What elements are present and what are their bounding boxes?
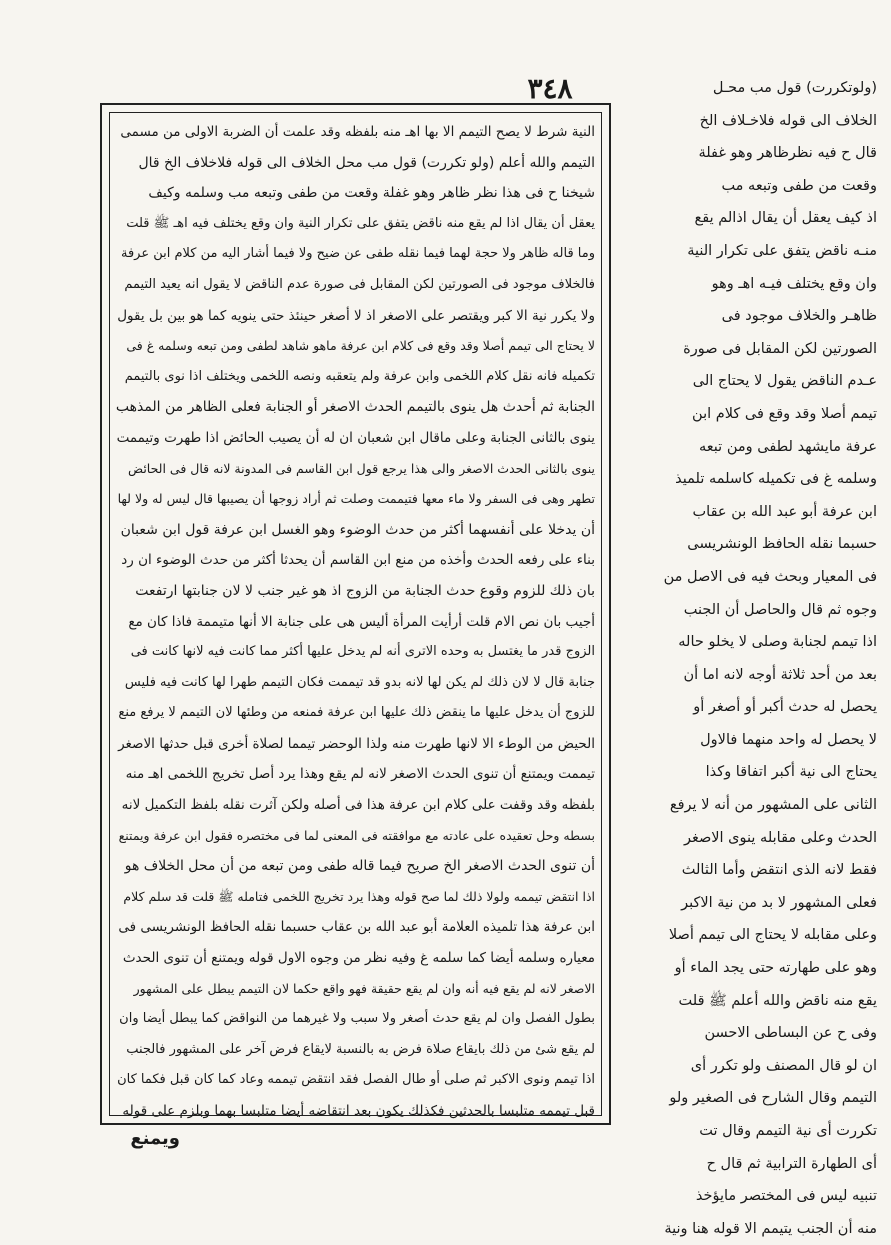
margin-text-line: وفى ح عن البساطى الاحسن [704,1025,877,1042]
margin-text-line: (ولوتكررت) قول مب محـل [712,80,877,96]
margin-text-line: فقط لانه الذى انتقض وأما الثالث [681,862,877,879]
margin-text-line: وقعت من طفى وتبعه مب [721,177,877,194]
main-text-line: التيمم والله أعلم (ولو تكررت) قول مب محل الخلاف الى قوله فلاخلاف الخ قال [138,154,595,171]
main-text-line: الجنابة ثم أحدث هل ينوى بالتيمم الحدث الاصغر أو الجنابة فعلى الظاهر من المذهب [115,399,595,416]
main-text-inner-frame [109,112,602,1119]
main-text-frame [100,103,611,1125]
main-text-line: يعقل أن يقال اذا لم يقع منه ناقض يتفق على تكرار النية وان وقع يختلف فيه اهـ ﷺ قلت [126,215,595,231]
margin-text-line: التيمم وقال الشارح فى الصغير ولو [669,1090,877,1107]
main-text-line: لم يقع شئ من ذلك بايقاع صلاة فرض به بالنسبة لايقاع فرض آخر على المشهور فالجنب [126,1041,595,1057]
margin-text-line: يحتاج الى نية أكبر اتفاقا وكذا [705,764,877,781]
margin-text-line: فعلى المشهور لا بد من نية الاكبر [681,894,877,911]
margin-text-line: الصورتين لكن المقابل فى صورة [683,340,877,357]
margin-text-line: وهو على طهارته حتى يجد الماء أو [674,960,877,977]
main-text-line: ينوى بالثانى الحدث الاصغر والى هذا يرجع قول ابن القاسم فى المدونة لانه قال فى الحائض [128,460,595,476]
main-text-line: شيخنا ح فى هذا نظر ظاهر وهو غفلة وقعت من طفى وتبعه مب وسلمه وكيف [148,185,595,202]
margin-text-line: وعلى مقابله لا يحتاج الى تيمم أصلا [668,927,877,944]
margin-text-line: فى المعيار وبحث فيه فى الاصل من [663,568,877,585]
main-text-line: اذا تيمم ونوى الاكبر ثم صلى أو طال الفصل فقد انتقض تيممه وعاد كما كان قبل فكما كان [117,1072,595,1088]
main-text-line: للزوج أن يدخل عليها ما ينقض ذلك عليها ابن عرفة فمنعه من وطئها لان التيمم لا يرفع منع [118,705,595,721]
margin-text-line: عـدم الناقض يقول لا يحتاج الى [692,373,877,390]
main-text-line: لا يحتاج الى تيمم أصلا وقد وقع فى كلام ابن عرفة ماهو شاهد لطفى ومن تبعه وسلمه غ فى [126,338,595,354]
main-text-line: ولا يكرر نية الا كبر ويقتصر على الاصغر اذ لا أصغر حينئذ حتى ينويه كما هو بين بل يقول [117,307,595,324]
margin-text-line: اذ كيف يعقل أن يقال اذالم يقع [694,210,877,227]
margin-text-line: قال ح فيه نظرظاهر وهو غفلة [698,145,877,162]
main-text-line: ينوى بالثانى الجنابة وعلى ماقال ابن شعبان ان له أن يصيب الحائض اذا طهرت وتيممت [116,429,595,446]
margin-text-line: منـه ناقض يتفق على تكرار النية [687,242,877,259]
margin-text-line: ابن عرفة أبو عبد الله بن عقاب [692,503,877,520]
margin-text-line: ان لو قال المصنف ولو تكرر أى [690,1057,877,1074]
margin-text-line: تيمم أصلا وقد وقع فى كلام ابن [692,405,877,422]
main-text-line: أجيب بان نص الام قلت أرأيت المرأة أليس هى على جنابة الا أنها متيممة فاذا كان مع [128,613,595,630]
main-text-line: جنابة قال لا لان ذلك لم يكن لها لانه بدو قد تيممت فكان التيمم طهرا لها كانت فيه فليس [124,674,595,690]
main-text-line: بطول الفصل وان لم يقع حدث أصغر ولا سبب ولا غيرهما من النواقض كما يبطل أيضا وان [119,1011,595,1027]
main-text-line: تيممت ويمتنع أن تنوى الحدث الاصغر لانه لم يقع وهذا يرد أصل تخريج اللخمى اهـ منه [125,766,595,783]
main-text-line: بسطه وحل تعقيده على عادته مع موافقته فى المعنى لما فى مختصره فقول ابن عرفة ويمتنع [118,827,595,843]
margin-text-line: منه أن الجنب يتيمم الا قوله هنا ونية [664,1220,877,1237]
main-text-line: بلفظه وقد وقفت على كلام ابن عرفة هذا فى أصله ولكن آثرت نقله بلفظ التكميل لانه [121,797,595,814]
main-text-line: اذا انتقض تيممه ولولا ذلك لما صح قوله وهذا يرد تخريج اللخمى فتامله ﷺ قلت قد سلم كلام [123,888,595,904]
margin-text-line: الثانى على المشهور من أنه لا يرفع [669,797,877,814]
main-text-line: بناء على رفعه الحدث وأخذه من منع ابن القاسم أن يحدثا أكثر من حدث الوضوء ان رد [121,552,595,569]
margin-text-line: يقع منه ناقض والله أعلم ﷺ قلت [678,992,877,1009]
main-text-line: قبل تيممه متلبسا بالحدثين فكذلك يكون بعد انتقاضه أيضا متلبسا بهما وبلزم على قوله [122,1103,595,1119]
main-text-line: معياره وسلمه أيضا كما سلمه غ وفيه نظر من وجوه الاول قوله ويمتنع أن تنوى الحدث [122,950,595,967]
margin-text-line: حسبما نقله الحافظ الونشريسى [687,536,877,553]
main-text-line: النية شرط لا يصح التيمم الا بها اهـ منه بلفظه وقد علمت أن الضربة الاولى من مسمى [120,124,595,140]
main-text-line: تكميله فانه نقل كلام اللخمى وابن عرفة ولم يتعقبه ونصه اللخمى ويختلف اذا نوى بالتيمم [124,368,595,384]
margin-text-line: تكررت أى نية التيمم وقال تت [699,1123,877,1139]
main-text-block [115,117,595,1119]
main-text-line: وما قاله ظاهر ولا حجة لهما فيما نقله طفى عن ضيح ولا فيما أشار اليه من كلام ابن عرفة [121,246,595,262]
margin-text-line: لا يحصل له واحد منهما فالاول [700,731,877,748]
catchword: ويمنع [130,1128,180,1149]
main-text-line: فالخلاف موجود فى الصورتين لكن المقابل فى صورة عدم الناقض لا يقول انه يعيد التيمم [124,276,595,292]
margin-text-line: تنبيه ليس فى المختصر مايؤخذ [695,1188,877,1205]
margin-text-line: بعد من أحد ثلاثة أوجه لانه اما أن [683,666,877,683]
margin-text-line: وان وقع يختلف فيـه اهـ وهو [711,275,877,292]
margin-text-line: الحدث وعلى مقابله ينوى الاصغر [683,829,877,846]
margin-text-line: وسلمه غ فى تكميله كاسلمه تلميذ [675,471,877,488]
page-number: ٣٤٨ [527,72,573,105]
main-text-line: ابن عرفة هذا تلميذه العلامة أبو عبد الله بن عقاب حسبما نقله الحافظ الونشريسى فى [118,919,595,936]
main-text-line: الاصغر لانه لم يقع فيه أنه وان لم يقع حقيقة فهو واقع حكما لان التيمم يبطل على المشهور [133,980,595,996]
margin-text-line: وجوه ثم قال والحاصل أن الجنب [683,601,877,618]
margin-text-line: الخلاف الى قوله فلاخـلاف الخ [699,112,877,129]
margin-text-line: أى الطهارة الترابية ثم قال ح [706,1155,877,1172]
margin-text-line: اذا تيمم لجنابة وصلى لا يخلو حاله [678,634,877,651]
main-text-line: أن يدخلا على أنفسهما أكثر من حدث الوضوء وهو الغسل ابن عرفة قول ابن شعبان [120,521,595,538]
main-text-line: الحيض من الوطء الا لانها طهرت منه ولذا الوحضر تيمما لصلاة أخرى قبل حدثها الاصغر [118,735,595,752]
margin-text-line: عرفة مايشهد لطفى ومن تبعه [699,438,877,455]
main-text-line: تطهر وهى فى السفر ولا ماء معها فتيممت وصلت ثم أراد زوجها أن يصيبها قال ليس له ولا لها [117,491,595,507]
margin-text-line: يحصل له حدث أكبر أو أصغر أو [693,699,877,716]
main-text-line: بان ذلك للزوم وقوع حدث الجنابة من الزوج اذ هو غير جنب لا لان جنابتها ارتفعت [135,582,595,599]
margin-commentary-column [612,72,877,1237]
margin-text-line: ظاهـر والخلاف موجود فى [721,308,877,325]
main-text-line: أن تنوى الحدث الاصغر الخ صريح فيما قاله طفى ومن تبعه من أن محل الخلاف هو [124,858,595,875]
main-text-line: الزوج قدر ما يغتسل به وحده الاترى أنه لم يدخل عليها أكثر مما كانت فيه لانها كانت فى [130,644,595,660]
